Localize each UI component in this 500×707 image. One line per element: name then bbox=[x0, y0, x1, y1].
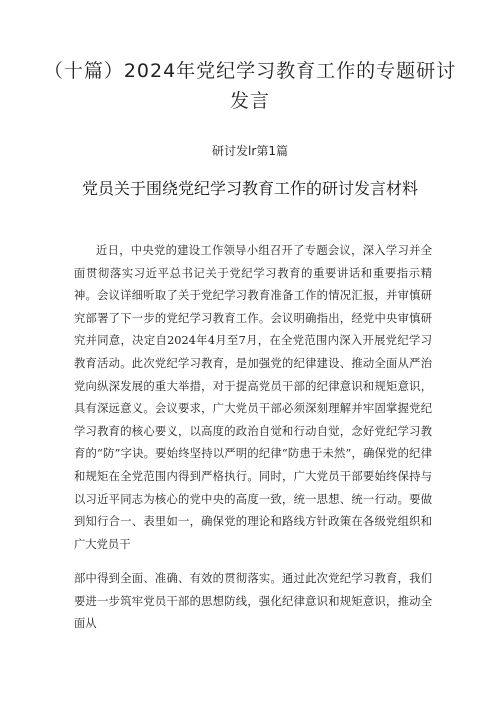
body-paragraph-2: 部中得到全面、准确、有效的贯彻落实。通过此次党纪学习教育，我们要进一步筑牢党员干部的思想防线，强化纪律意识和规矩意识，推动全面从 bbox=[74, 572, 432, 631]
document-title: （十篇）2024年党纪学习教育工作的专题研讨发言 bbox=[43, 60, 457, 112]
section-heading: 党员关于围绕党纪学习教育工作的研讨发言材料 bbox=[81, 179, 418, 198]
body-paragraph-1: 近日，中央党的建设工作领导小组召开了专题会议，深入学习并全面贯彻落实习近平总书记关于党纪学习教育的重要讲话和重要指示精神。会议详细听取了关于党纪学习教育准备工作的情况汇报，并审慎研究部署了下一步的党纪学习教育工作。会议明确指出，经党中央审慎研究并同意，决定自2024年4月至7月，在全党范围内深入开展党纪学习教育活动。此次党纪学习教育，是加强党的纪律建设、推动全面从严治党向纵深发展的重大举措，对于提高党员干部的纪律意识和规矩意识，具有深远意义。会议要求，广大党员干部必须深刻理解并牢固掌握党纪学习教育的核心要义，以高度的政治自觉和行动自觉，念好党纪学习教育的“防”字诀。要始终坚持以严明的纪律“防患于未然”，确保党的纪律和规矩在全党范围内得到严格执行。同时，广大党员干部要始终保持与以习近平同志为核心的党中央的高度一致，统一思想、统一行动。要做到知行合一、表里如一，确保党的理论和路线方针政策在各级党组织和广大党员干 bbox=[74, 244, 432, 551]
document-subtitle: 研讨发lr第1篇 bbox=[212, 144, 288, 158]
